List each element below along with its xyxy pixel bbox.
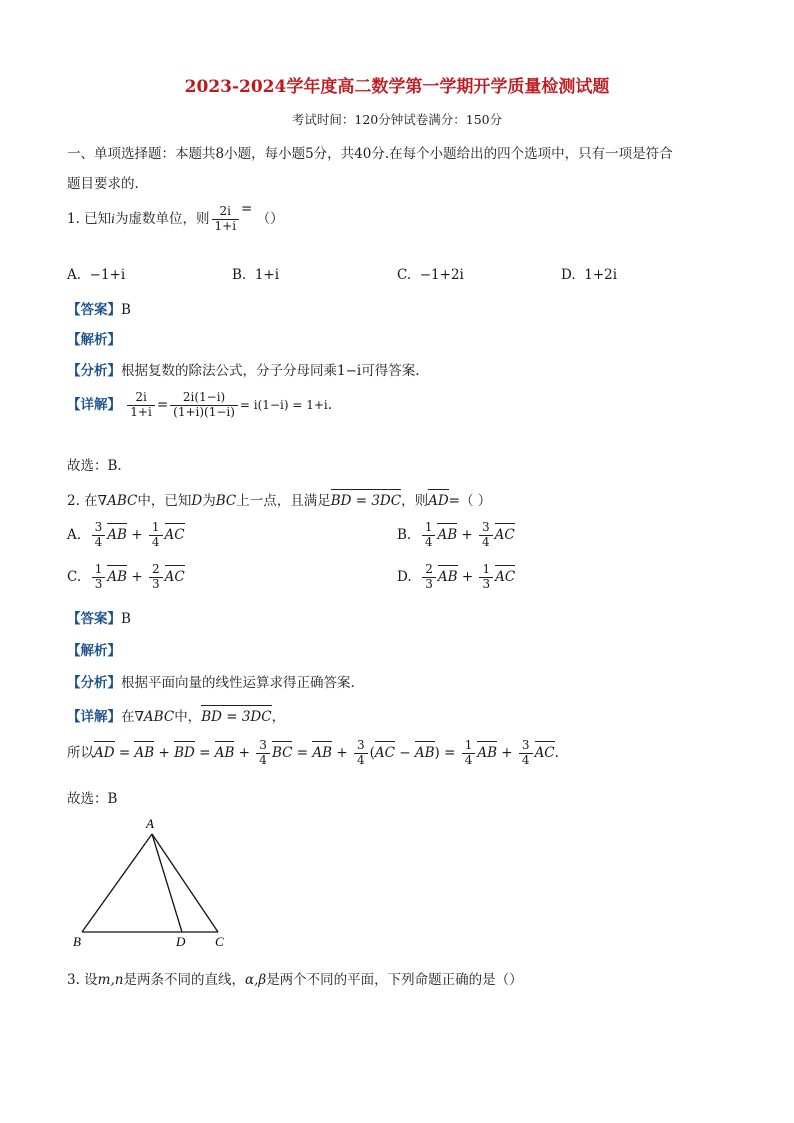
q2-fenxi: 【分析】根据平面向量的线性运算求得正确答案. <box>67 675 355 691</box>
q2-option-d[interactable]: D. $\frac{2}{3}$ AB + $\frac{1}{3}$ AC <box>397 562 516 591</box>
q2-option-b[interactable]: B. $\frac{1}{4}$ AB + $\frac{3}{4}$ AC <box>397 520 515 549</box>
q2-analysis-label: 【解析】 <box>67 643 121 659</box>
q2-option-a[interactable]: A. $\frac{3}{4}$ AB + $\frac{1}{4}$ AC <box>67 520 185 549</box>
q1-fenxi: 【分析】根据复数的除法公式，分子分母同乘1−i可得答案. <box>67 363 420 379</box>
q1-detail: 【详解】 $\frac{2i}{1+i}$ = $\frac{2i(1-i)}{(1+i)(1-i)}$ = i(1−i) = 1+i. <box>67 390 333 419</box>
q2-detail-line2: 所以AD = AB + BD = AB + $\frac{3}{4}$ BC = AB + $\frac{3}{4}$ (AC − AB) = $\frac{1}{4}$ AB + $\frac{3}{4}$ AC. <box>67 738 559 767</box>
side-ab <box>82 834 152 932</box>
q2-detail-line1: 【详解】在∇ABC中，BD = 3DC， <box>67 702 285 725</box>
vertex-label-c: C <box>215 934 224 949</box>
page-title: 2023-2024学年度高二数学第一学期开学质量检测试题 <box>184 77 610 97</box>
section-header-line2: 题目要求的. <box>67 176 139 192</box>
q2-conclusion: 故选：B <box>67 791 118 807</box>
q2-answer: 【答案】B <box>67 611 131 627</box>
q1-option-c[interactable]: C. −1+2i <box>397 267 464 283</box>
vertex-label-a: A <box>146 816 154 831</box>
q1-answer: 【答案】B <box>67 302 131 318</box>
vertex-label-d: D <box>176 934 186 949</box>
side-ac <box>152 834 218 932</box>
exam-info: 考试时间：120分钟试卷满分：150分 <box>291 112 503 127</box>
q1-analysis-label: 【解析】 <box>67 332 121 348</box>
question-2-stem: 2. 在∇ABC中，已知D为BC上一点，且满足BD = 3DC，则AD=（ ） <box>67 486 491 509</box>
question-1-stem: 1. 已知i为虚数单位，则 $\frac{2i}{1+i}$ = （） <box>67 200 284 233</box>
q1-conclusion: 故选：B. <box>67 458 122 474</box>
segment-ad <box>152 834 182 932</box>
q2-option-c[interactable]: C. $\frac{1}{3}$ AB + $\frac{2}{3}$ AC <box>67 562 185 591</box>
q1-option-b[interactable]: B. 1+i <box>232 267 280 283</box>
q1-option-a[interactable]: A. −1+i <box>67 267 126 283</box>
q1-option-d[interactable]: D. 1+2i <box>561 267 618 283</box>
fraction: $\frac{2i}{1+i}$ <box>212 205 240 234</box>
section-header-line1: 一、单项选择题：本题共8小题，每小题5分，共40分.在每个小题给出的四个选项中，只有一项是符合 <box>67 146 673 162</box>
triangle-figure <box>68 814 238 954</box>
question-3-stem: 3. 设m,n是两条不同的直线，α,β是两个不同的平面，下列命题正确的是（） <box>67 972 523 988</box>
vertex-label-b: B <box>73 934 81 949</box>
